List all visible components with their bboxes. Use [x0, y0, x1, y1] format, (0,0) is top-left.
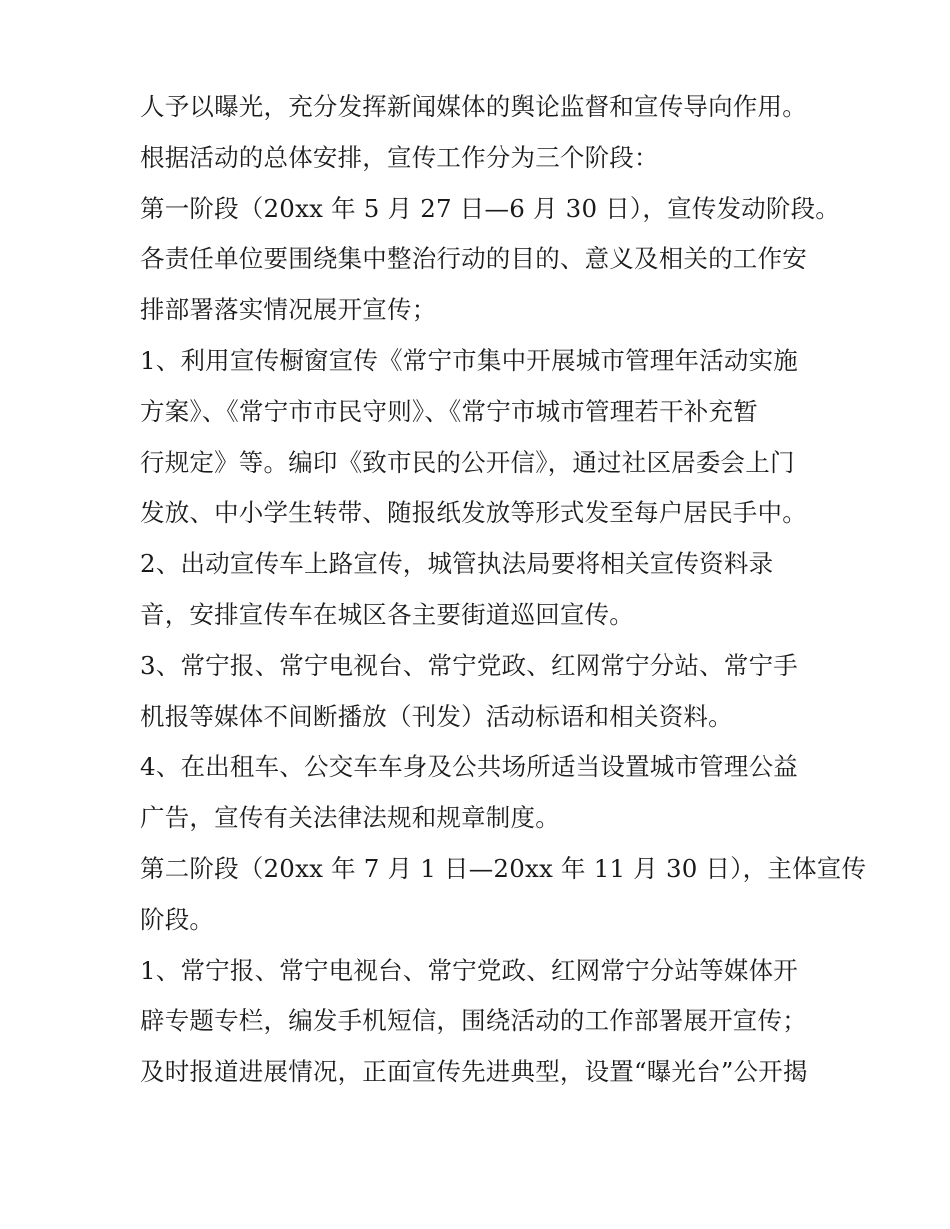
- text-line: 发放、中小学生转带、随报纸发放等形式发至每户居民手中。: [140, 498, 807, 528]
- text-line: 阶段。: [140, 904, 215, 934]
- text-line: 行规定》等。编印《致市民的公开信》，通过社区居委会上门: [140, 447, 795, 477]
- text-line: 人予以曝光，充分发挥新闻媒体的舆论监督和宣传导向作用。: [140, 92, 807, 121]
- text-line: 1、利用宣传橱窗宣传《常宁市集中开展城市管理年活动实施: [140, 345, 798, 375]
- text-line: 4、在出租车、公交车车身及公共场所适当设置城市管理公益: [140, 752, 798, 782]
- text-line: 方案》、《常宁市市民守则》、《常宁市城市管理若干补充暂: [140, 396, 758, 426]
- text-line: 根据活动的总体安排，宣传工作分为三个阶段：: [140, 142, 659, 172]
- text-line: 及时报道进展情况，正面宣传先进典型，设置“曝光台”公开揭: [140, 1057, 808, 1087]
- document-page: [140, 82, 867, 1098]
- text-line: 辟专题专栏，编发手机短信，围绕活动的工作部署展开宣传；: [140, 1006, 807, 1036]
- text-line: 3、常宁报、常宁电视台、常宁党政、红网常宁分站、常宁手: [140, 650, 798, 680]
- text-line: 1、常宁报、常宁电视台、常宁党政、红网常宁分站等媒体开: [140, 955, 798, 985]
- text-line: 2、出动宣传车上路宣传，城管执法局要将相关宣传资料录: [140, 549, 774, 579]
- text-line: 第一阶段（20xx 年 5 月 27 日—6 月 30 日），宣传发动阶段。: [140, 193, 840, 223]
- text-line: 各责任单位要围绕集中整治行动的目的、意义及相关的工作安: [140, 244, 807, 274]
- text-line: 广告，宣传有关法律法规和规章制度。: [140, 803, 560, 833]
- text-line: 第二阶段（20xx 年 7 月 1 日—20xx 年 11 月 30 日），主体宣传: [140, 853, 867, 883]
- text-line: 音，安排宣传车在城区各主要街道巡回宣传。: [140, 599, 634, 629]
- text-line: 排部署落实情况展开宣传；: [140, 295, 437, 325]
- text-line: 机报等媒体不间断播放（刊发）活动标语和相关资料。: [140, 701, 733, 731]
